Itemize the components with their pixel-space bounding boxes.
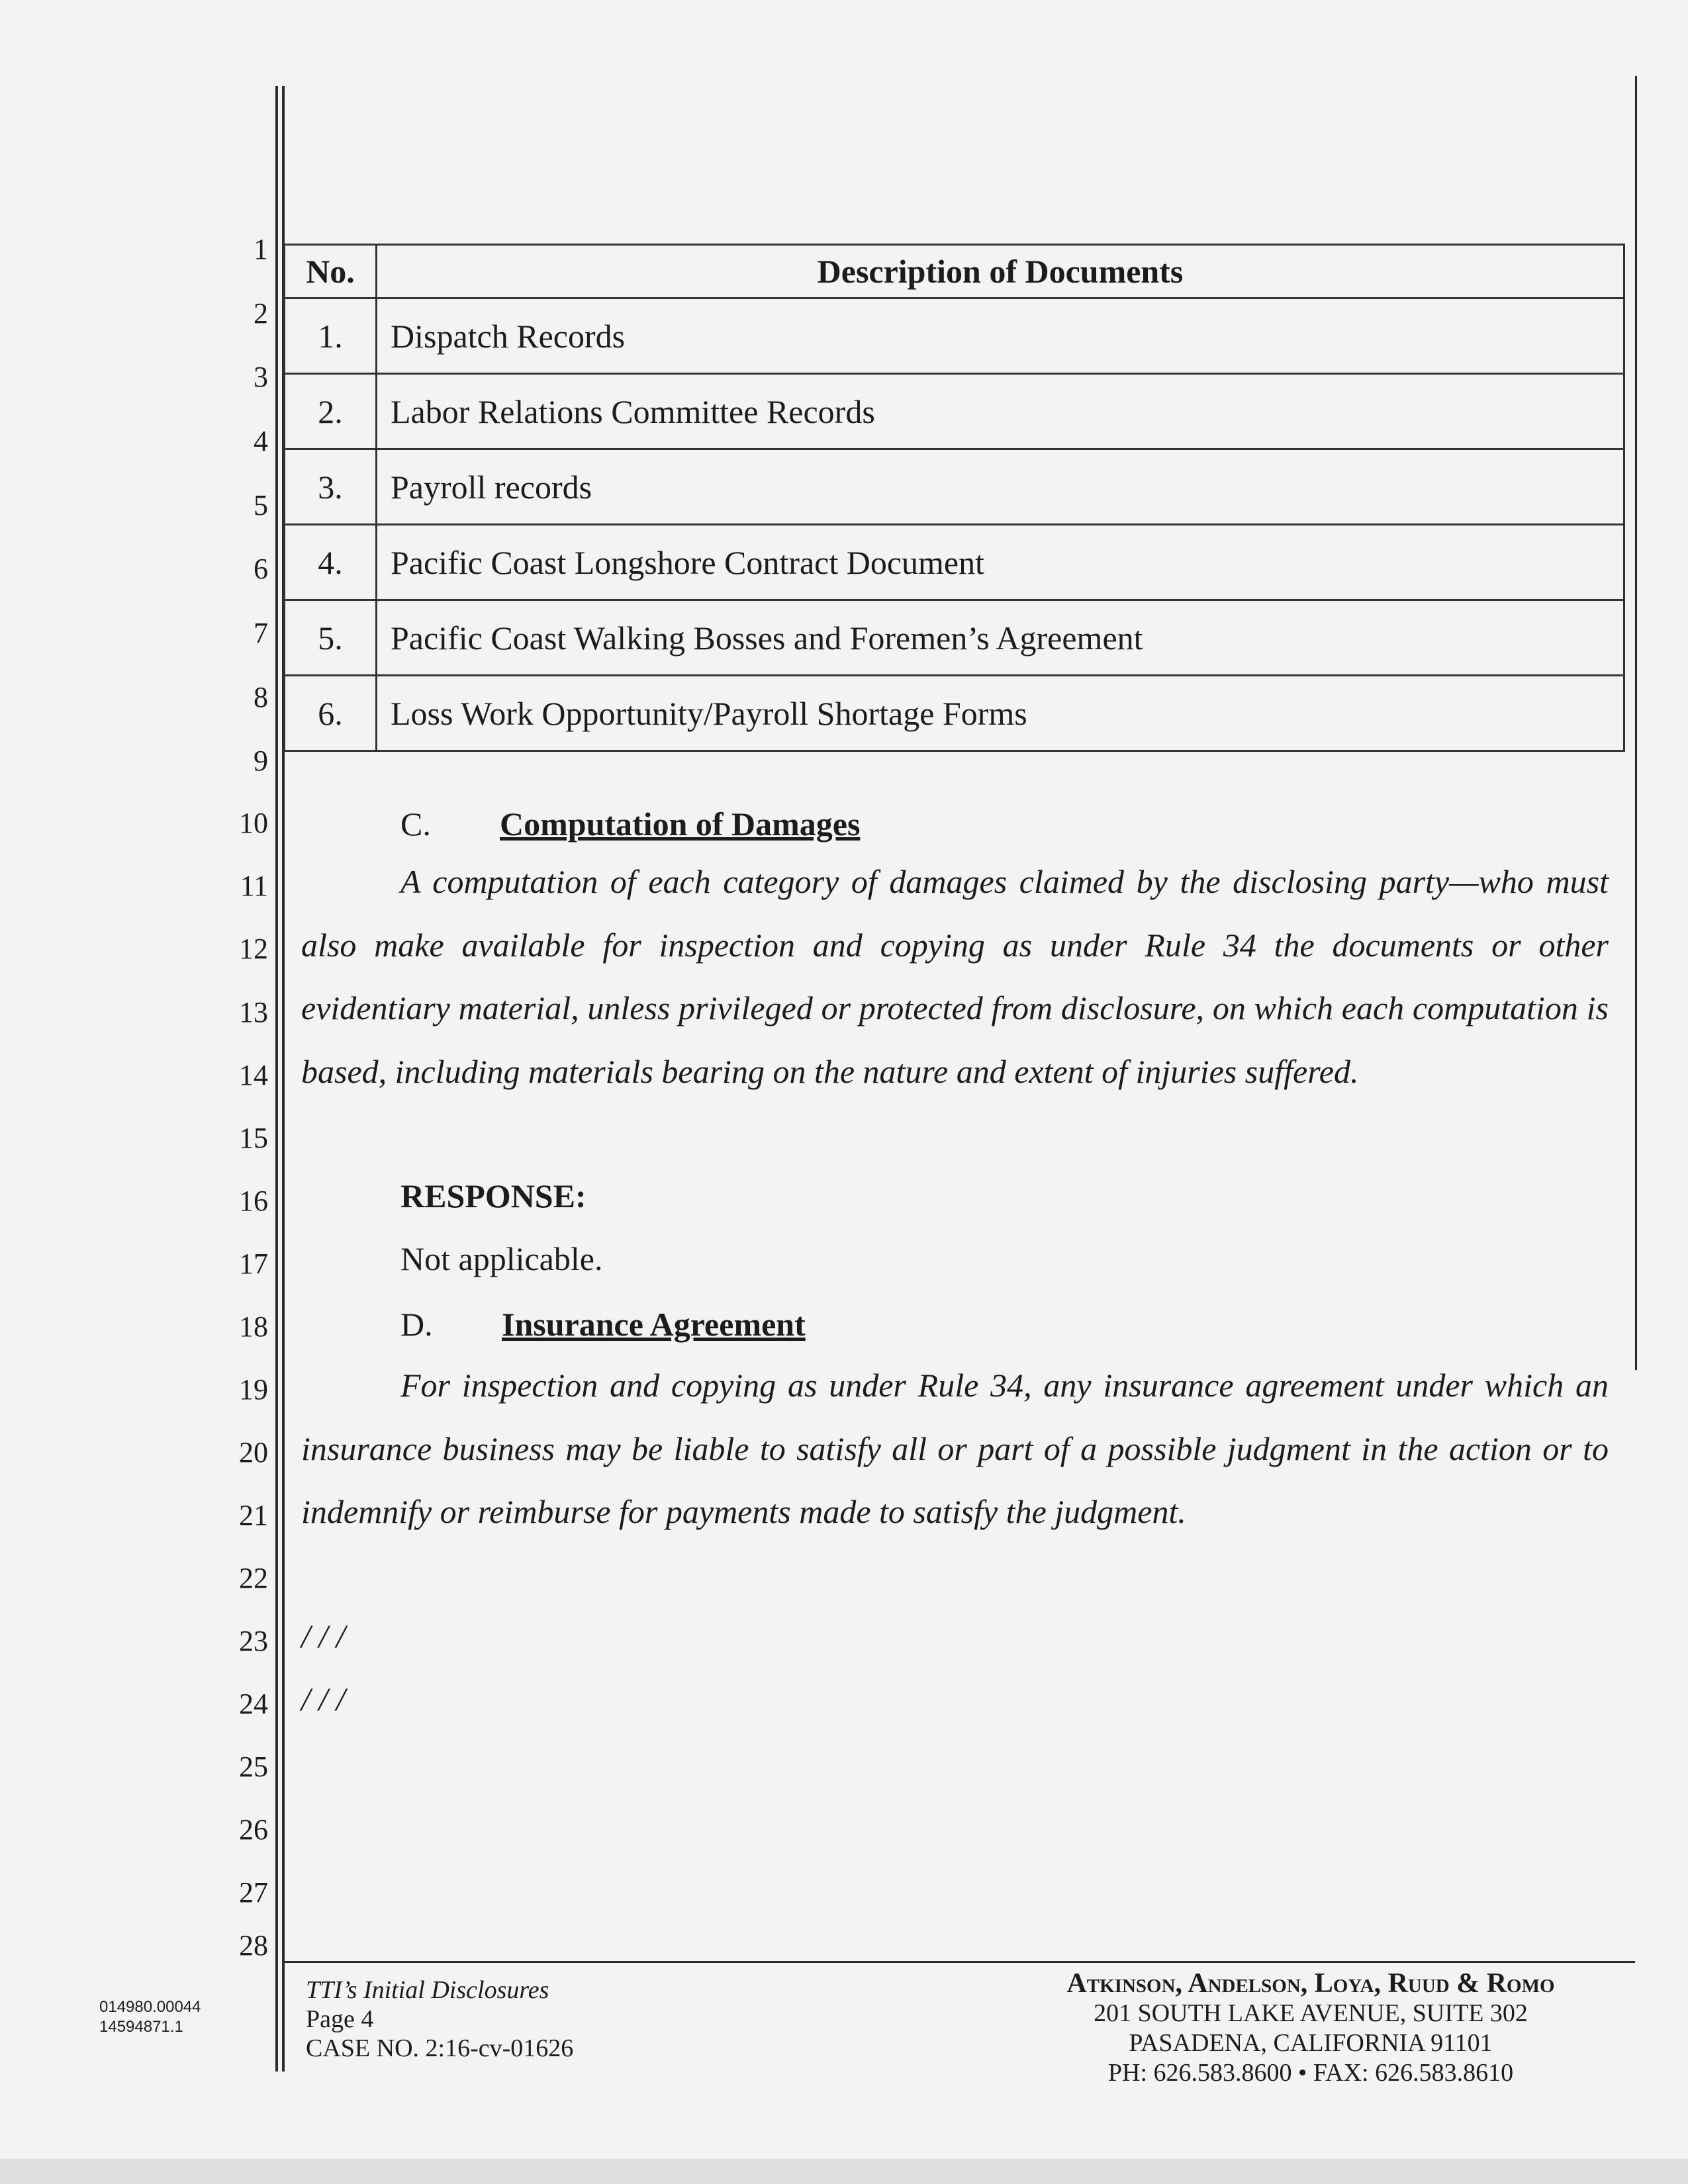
- firm-phone-fax: PH: 626.583.8600 • FAX: 626.583.8610: [1107, 2059, 1514, 2087]
- side-codes: [99, 1997, 201, 2037]
- line-number: 17: [239, 1248, 268, 1280]
- table-row: [285, 449, 1624, 525]
- line-number: 10: [239, 807, 268, 839]
- right-margin-rule: [1635, 76, 1637, 1370]
- line-number: 8: [254, 681, 268, 713]
- footer-doc-title: TTI’s Initial Disclosures: [306, 1976, 549, 2004]
- documents-table: [283, 244, 1625, 752]
- footer-left: [306, 1976, 573, 2063]
- line-number: 7: [254, 617, 268, 649]
- table-header-row: [285, 245, 1624, 298]
- footer-right: [953, 1969, 1668, 2088]
- line-number: 16: [239, 1185, 268, 1217]
- line-number: 5: [254, 489, 268, 522]
- table-row: [285, 676, 1624, 751]
- line-number: 14: [239, 1059, 268, 1091]
- firm-address-1: 201 SOUTH LAKE AVENUE, SUITE 302: [1094, 1999, 1528, 2027]
- line-number: 28: [239, 1929, 268, 1962]
- line-number: 9: [254, 745, 268, 777]
- row-number: 6.: [285, 676, 377, 751]
- footer-case-no: CASE NO. 2:16-cv-01626: [306, 2034, 574, 2062]
- row-number: 2.: [285, 374, 377, 449]
- line-number: 24: [239, 1688, 268, 1720]
- firm-address-2: PASADENA, CALIFORNIA 91101: [1129, 2029, 1493, 2057]
- section-d-letter: D.: [400, 1306, 433, 1343]
- row-description: Pacific Coast Longshore Contract Document: [377, 525, 1624, 600]
- footer-page: Page 4: [306, 2005, 374, 2033]
- row-description: Labor Relations Committee Records: [377, 374, 1624, 449]
- response-label: RESPONSE:: [400, 1177, 586, 1214]
- left-margin-rule: [275, 86, 278, 2071]
- line-number: 1: [254, 233, 268, 265]
- line-number: 6: [254, 553, 268, 585]
- row-number: 5.: [285, 600, 377, 676]
- section-d-body: For inspection and copying as under Rule 34, any insurance agreement under which an insurance business may be liable to satisfy all or part of a possible judgment in the action or to indemnify or reimburse for payments made to satisfy the judgment.: [301, 1367, 1609, 1530]
- table-row: [285, 374, 1624, 449]
- continuation-mark: / / /: [301, 1680, 346, 1717]
- row-number: 1.: [285, 298, 377, 374]
- header-description: Description of Documents: [377, 245, 1624, 298]
- response-text: Not applicable.: [400, 1240, 603, 1277]
- line-number: 15: [239, 1122, 268, 1154]
- section-c-letter: C.: [400, 805, 431, 842]
- section-c-body: A computation of each category of damages claimed by the disclosing party—who must also make available for inspection and copying as under Rule 34 the documents or other evidentiary material, unless privileged or protected from disclosure, on which each computation is based, including materials bearing on the nature and extent of injuries suffered.: [301, 863, 1609, 1090]
- table-row: [285, 525, 1624, 600]
- line-number: 12: [239, 933, 268, 965]
- line-number: 22: [239, 1562, 268, 1594]
- line-number: 27: [239, 1876, 268, 1909]
- matter-code: 014980.00044: [99, 1998, 201, 2016]
- line-number: 26: [239, 1813, 268, 1846]
- line-number: 2: [254, 297, 268, 330]
- line-number: 4: [254, 425, 268, 457]
- document-code: 14594871.1: [99, 2018, 183, 2036]
- firm-name: Atkinson, Andelson, Loya, Ruud & Romo: [1066, 1968, 1555, 1999]
- section-c-title: Computation of Damages: [500, 805, 861, 842]
- row-number: 3.: [285, 449, 377, 525]
- line-number: 11: [240, 870, 268, 902]
- footer-rule: [283, 1961, 1635, 1963]
- line-number: 23: [239, 1625, 268, 1657]
- line-number: 19: [239, 1373, 268, 1406]
- line-number: 20: [239, 1436, 268, 1469]
- line-number: 25: [239, 1751, 268, 1783]
- row-description: Payroll records: [377, 449, 1624, 525]
- row-number: 4.: [285, 525, 377, 600]
- continuation-mark: / / /: [301, 1617, 346, 1655]
- line-number: 13: [239, 996, 268, 1028]
- row-description: Loss Work Opportunity/Payroll Shortage Forms: [377, 676, 1624, 751]
- scan-border: [0, 2159, 1688, 2184]
- row-description: Pacific Coast Walking Bosses and Foremen’s Agreement: [377, 600, 1624, 676]
- table-row: [285, 298, 1624, 374]
- row-description: Dispatch Records: [377, 298, 1624, 374]
- section-d-title: Insurance Agreement: [502, 1306, 806, 1343]
- line-number: 21: [239, 1499, 268, 1531]
- line-number: 3: [254, 361, 268, 393]
- header-no: No.: [285, 245, 377, 298]
- table-row: [285, 600, 1624, 676]
- line-number: 18: [239, 1310, 268, 1343]
